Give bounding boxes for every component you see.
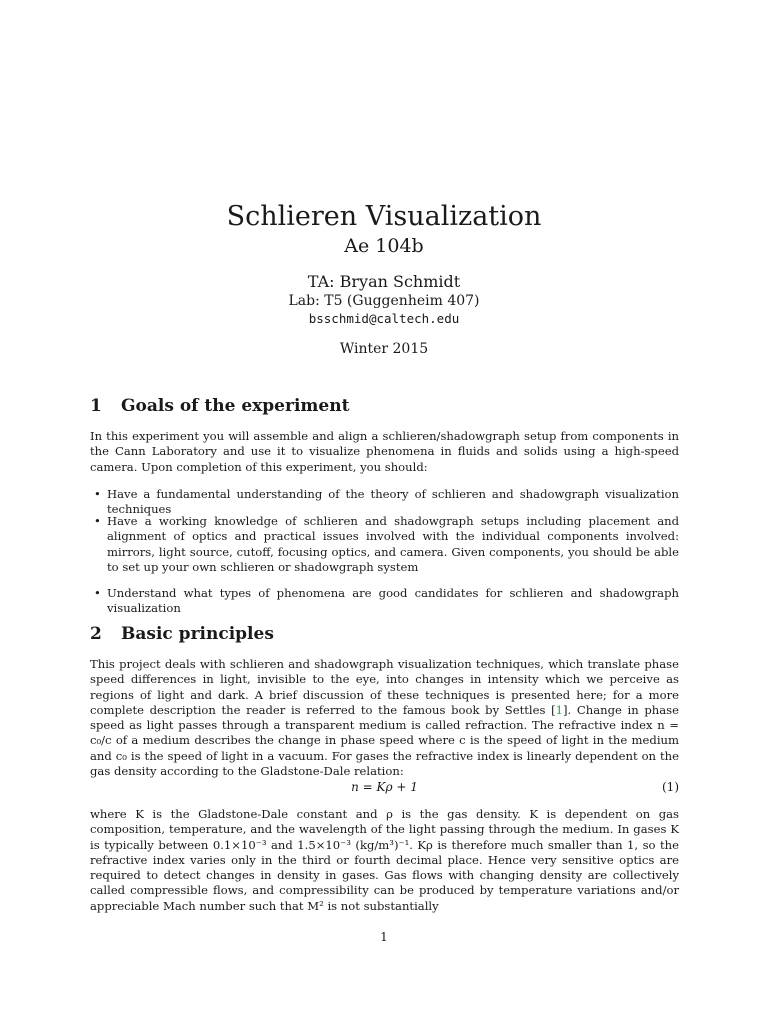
goal-bullet-3: [94, 586, 679, 617]
bullet-icon: •: [94, 487, 101, 501]
lab-location: Lab: T5 (Guggenheim 407): [288, 293, 480, 309]
bullet-icon: •: [94, 514, 101, 528]
equation-number: (1): [662, 780, 679, 794]
section-2-paragraph-1: [90, 657, 679, 779]
goal-text: Understand what types of phenomena are good candidates for schlieren and shadowgraph visualization: [107, 586, 679, 616]
section-2-heading: [90, 624, 274, 644]
goal-text: Have a working knowledge of schlieren and shadowgraph setups including placement and alignment of optics and practical issues involved with the individual components involved: mirrors, light source, cutoff, focusing optics, and camera. Given components, you should be able to set up your own schlieren or shadowgraph system: [107, 514, 679, 574]
ta-name: TA: Bryan Schmidt: [307, 272, 461, 291]
page-number: 1: [380, 930, 388, 944]
section-1-heading: [90, 396, 349, 416]
citation-link[interactable]: 1: [555, 702, 563, 717]
goal-bullet-2: [94, 514, 679, 575]
section-2-paragraph-2: where K is the Gladstone-Dale constant and ρ is the gas density. K is dependent on gas composition, temperature, and the wavelength of the light passing through the medium. In gases K is typically between 0.1×10⁻³ and 1.5×10⁻³ (kg/m³)⁻¹. Kρ is therefore much smaller than 1, so the refractive index varies only in the third or fourth decimal place. Hence very sensitive optics are required to detect changes in density in gases. Gas flows with changing density are collectively called compressible flows, and compressibility can be produced by temperature variations and/or appreciable Mach number such that M² is not substantially: [90, 807, 679, 913]
gladstone-dale-equation: n = Kρ + 1: [351, 780, 418, 794]
ta-email: bsschmid@caltech.edu: [308, 311, 460, 326]
term: Winter 2015: [339, 341, 429, 357]
document-title: Schlieren Visualization: [226, 201, 542, 232]
section-2-number: 2: [90, 624, 102, 644]
section-1-title: Goals of the experiment: [121, 396, 350, 416]
section-1-intro: In this experiment you will assemble and align a schlieren/shadowgraph setup from components in the Cann Laboratory and use it to visualize phenomena in fluids and solids using a high-speed camera. Upon completion of this experiment, you should:: [90, 429, 679, 474]
section-2-title: Basic principles: [121, 624, 274, 644]
goal-text: Have a fundamental understanding of the theory of schlieren and shadowgraph visualization techniques: [107, 487, 679, 517]
section-1-number: 1: [90, 396, 102, 416]
course-code: Ae 104b: [344, 235, 424, 257]
bullet-icon: •: [94, 586, 101, 600]
goal-bullet-1: [94, 487, 679, 518]
title-block: [0, 200, 768, 358]
para1-text-a: This project deals with schlieren and shadowgraph visualization techniques, which translate phase speed differences in light, invisible to the eye, into changes in intensity which we perceive as regions of light and dark. A brief discussion of these techniques is presented here; for a more complete description the reader is referred to the famous book by Settles [: [90, 657, 679, 717]
para1-text-b: ]. Change in phase speed as light passes through a transparent medium is called refraction. The refractive index n = c₀/c of a medium describes the change in phase speed where c is the speed of light in the medium and c₀ is the speed of light in a vacuum. For gases the refractive index is linearly dependent on the gas density according to the Gladstone-Dale relation:: [90, 702, 679, 779]
